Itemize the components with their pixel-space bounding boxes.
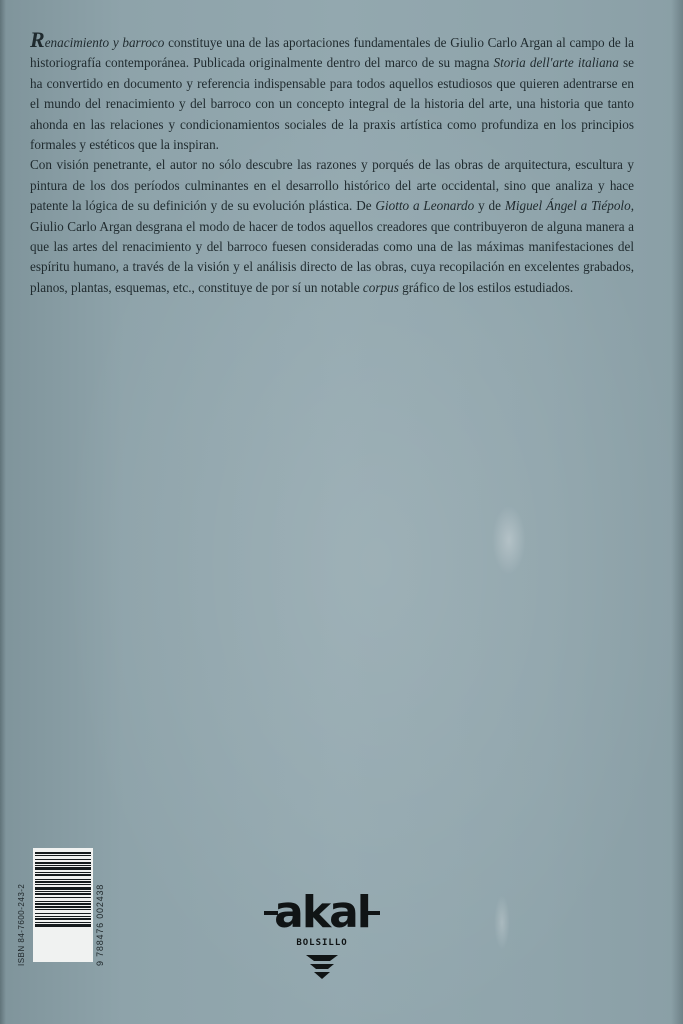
- barcode-bar: [35, 916, 91, 917]
- barcode-bar: [35, 922, 91, 923]
- cover-left-edge: [0, 0, 6, 1024]
- blurb-text: [30, 27, 634, 298]
- barcode-bar: [35, 891, 91, 892]
- barcode-bar: [35, 862, 91, 864]
- logo-brand: akal: [274, 887, 370, 938]
- barcode-bar: [35, 872, 91, 873]
- barcode-bar: [35, 852, 91, 854]
- barcode: [15, 842, 105, 968]
- book-title-rest: enacimiento y barroco: [44, 35, 165, 50]
- barcode-bar: [35, 909, 91, 910]
- barcode-bar: [35, 893, 91, 895]
- barcode-bar: [35, 906, 91, 908]
- barcode-bar: [35, 913, 91, 914]
- cited-work: Storia dell'arte italiana: [493, 55, 619, 71]
- blurb-paragraph-1: Renacimiento y barroco constituye una de las aportaciones fundamentales de Giulio Carlo Argan al campo de la historiografía contemporánea. Publicada originalmente dentro del marco de su magna Storia dell'arte italiana se ha convertido en documento y referencia indispensable para todos aquellos estudiosos que quieren adentrarse en el mundo del renacimiento y del barroco con un concepto integral de la historia del arte, una historia que tanto ahonda en las relaciones y condicionamientos sociales de la praxis artística como profundiza en los principios formales y estéticos que la inspiran.: [30, 27, 634, 153]
- publisher-logo: [264, 873, 380, 981]
- barcode-bar: [35, 859, 91, 860]
- barcode-bar: [35, 881, 91, 883]
- barcode-bar: [35, 865, 91, 866]
- barcode-bars: [33, 848, 93, 962]
- logo-subline: BOLSILLO: [296, 938, 348, 948]
- cover-spine-edge: [671, 0, 683, 1024]
- barcode-bar: [35, 879, 91, 880]
- barcode-bar: [35, 874, 91, 876]
- barcode-digits: 9 788476 002438: [95, 883, 105, 966]
- isbn-label: ISBN 84-7600-243-2: [17, 883, 26, 966]
- light-glare-lower: [494, 895, 510, 950]
- akal-logo-icon: [264, 873, 380, 981]
- barcode-bar: [35, 901, 91, 902]
- barcode-bar: [35, 897, 91, 898]
- barcode-bar: [35, 924, 91, 927]
- barcode-bar: [35, 855, 91, 856]
- barcode-bar: [35, 887, 91, 890]
- barcode-bar: [35, 884, 91, 885]
- barcode-icon: [35, 850, 91, 960]
- drop-cap: R: [30, 27, 45, 52]
- light-glare: [492, 505, 526, 575]
- blurb-paragraph-2: Con visión penetrante, el autor no sólo descubre las razones y porqués de las obras de arquitectura, escultura y pintura de los dos períodos culminantes en el desarrollo histórico del arte occidental, sino que analiza y hace patente la lógica de su definición y de su evolución plástica. De Giotto a Leonardo y de Miguel Ángel a Tiépolo, Giulio Carlo Argan desgrana el modo de hacer de todos aquellos creadores que contribuyeron de alguna manera a que las artes del renacimiento y del barroco fuesen consideradas como una de las máximas manifestaciones del espíritu humano, a través de la visión y el análisis directo de las obras, cuya recopilación en excelentes grabados, planos, plantas, esquemas, etc., constituye de por sí un notable corpus gráfico de los estilos estudiados.: [30, 157, 634, 295]
- barcode-bar: [35, 903, 91, 905]
- barcode-bar: [35, 867, 91, 870]
- barcode-bar: [35, 918, 91, 920]
